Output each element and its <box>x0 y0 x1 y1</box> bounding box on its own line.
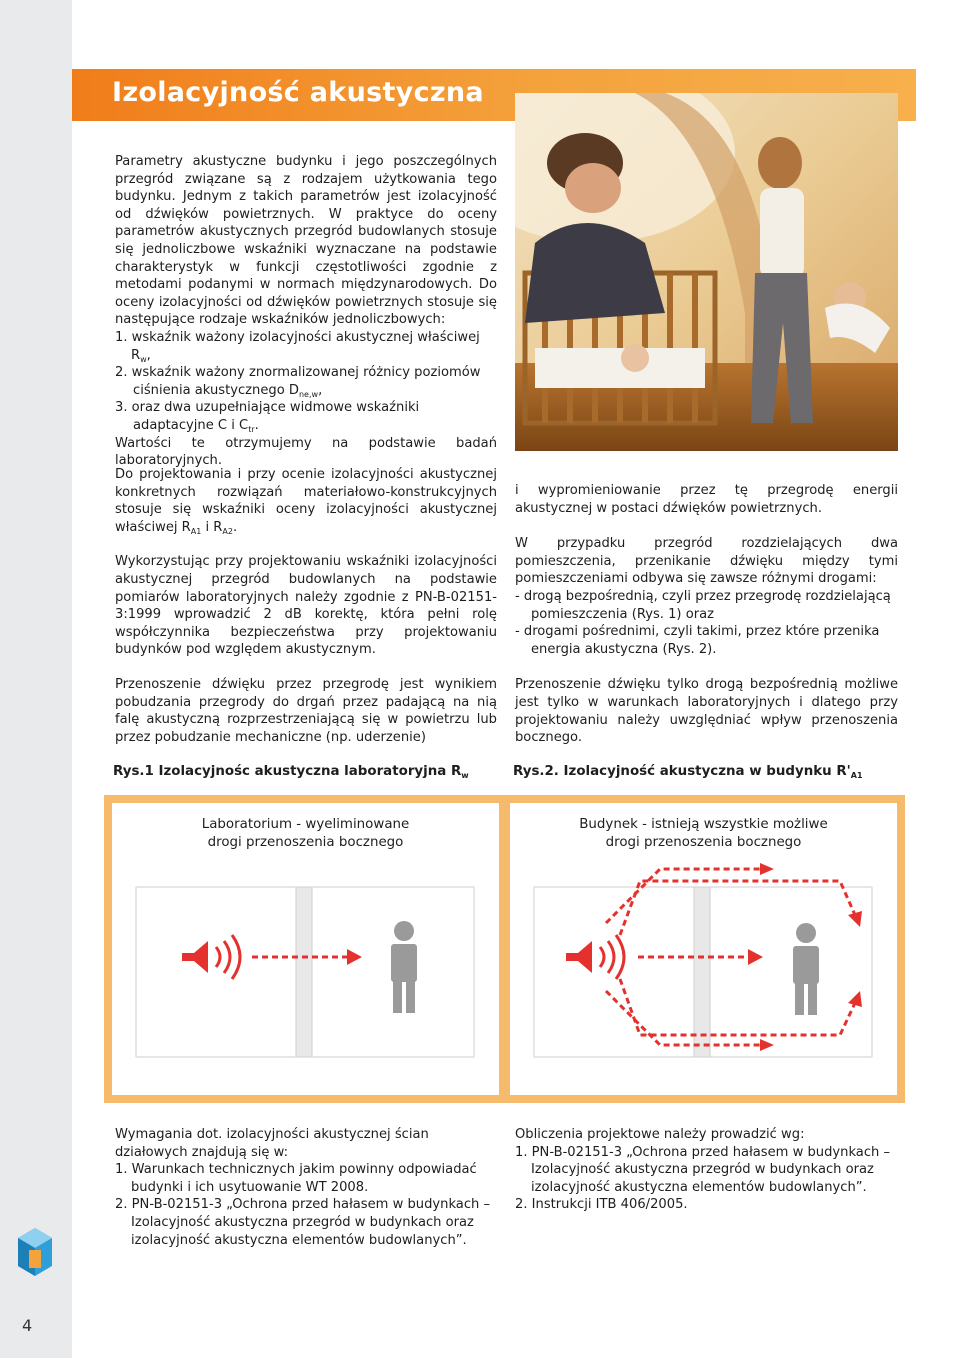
paragraph: Przenoszenie dźwięku przez przegrodę jest wynikiem pobudzania przegrody do drgań przez padającą na nią falę akustyczną rozprzestrzeniającą się w powietrzu lub przez pobudzanie mechaniczne (np. uderzenie) <box>115 676 497 745</box>
figure-2-panel <box>510 803 897 1095</box>
list-item: - drogą bezpośrednią, czyli przez przegrodę rozdzielającą pomieszczenia (Rys. 1) oraz <box>515 588 891 622</box>
intro-text <box>115 153 497 470</box>
figure-1-diagram <box>104 795 507 1103</box>
paragraph: Wymagania dot. izolacyjności akustycznej ścian działowych znajdują się w: <box>115 1127 429 1160</box>
list-item: 1. Warunkach technicznych jakim powinny odpowiadać budynki i ich usytuowanie WT 2008. <box>115 1162 477 1195</box>
speaker-icon <box>566 935 624 979</box>
right-column-text <box>515 482 898 747</box>
figure-1-title: Rys.1 Izolacyjnośc akustyczna laboratoryjna $R_w$ <box>113 764 469 780</box>
figure-2-diagram <box>502 795 905 1103</box>
list-item: 2. wskaźnik ważony znormalizowanej różnicy poziomów ciśnienia akustycznego $D_{ne,w}$, <box>115 365 481 399</box>
page-sidebar <box>0 0 72 1358</box>
intro-paragraph: Parametry akustyczne budynku i jego poszczególnych przegród związane są z rodzajem użytkowania tego budynku. Jednym z takich parametrów jest izolacyjność od dźwięków powietrznych. W praktyce do oceny parametrów akustycznych przegród budowlanych stosuje się jednoliczbowe wskaźniki wyznaczane na podstawie charakterystyk w funkcji częstotliwości zgodnie z metodami podanymi w normach międzynarodowych. Do oceny izolacyjności od dźwięków powietrznych stosuje się następujące rodzaje wskaźników jednoliczbowych: <box>115 154 497 328</box>
intro-paragraph-2: Wartości te otrzymujemy na podstawie badań laboratoryjnych. <box>115 435 497 469</box>
figure-2-label: Budynek - istnieją wszystkie możliwe drogi przenoszenia bocznego <box>579 817 828 850</box>
list-item: 1. PN-B-02151-3 „Ochrona przed hałasem w budynkach – Izolacyjność akustyczna przegród w budynkach oraz izolacyjność akustyczna elementów budowlanych”. <box>515 1144 891 1195</box>
list-item: 1. wskaźnik ważony izolacyjności akustycznej właściwej $R_w$, <box>115 329 480 364</box>
figure-2-title: Rys.2. Izolacyjność akustyczna w budynku $R'_{A1}$ <box>513 764 863 780</box>
paragraph: Przenoszenie dźwięku tylko drogą bezpośrednią możliwe jest tylko w warunkach laboratoryjnych i dlatego przy projektowaniu należy uwzględniać wpływ przenoszenia bocznego. <box>515 677 898 746</box>
family-photo <box>515 93 898 451</box>
person-icon <box>793 923 819 1015</box>
page-title: Izolacyjność akustyczna <box>112 77 484 108</box>
paragraph: i wypromieniowanie przez tę przegrodę energii akustycznej w postaci dźwięków powietrznych. <box>515 483 898 516</box>
list-item: - drogami pośrednimi, czyli takimi, przez które przenika energia akustyczna (Rys. 2). <box>515 624 880 657</box>
paragraph: Obliczenia projektowe należy prowadzić wg: <box>515 1127 805 1142</box>
list-item: 2. Instrukcji ITB 406/2005. <box>515 1197 688 1213</box>
list-item: 2. PN-B-02151-3 „Ochrona przed hałasem w budynkach – Izolacyjność akustyczna przegród w budynkach oraz izolacyjność akustyczna elementów budowlanych”. <box>115 1197 491 1248</box>
page-number: 4 <box>22 1316 33 1335</box>
calculations-text <box>515 1126 898 1214</box>
figure-2-drawing <box>510 803 897 1095</box>
paragraph: Do projektowania i przy ocenie izolacyjności akustycznej konkretnych rozwiązań materiałowo-konstrukcyjnych stosuje się wskaźniki oceny izolacyjności akustycznej właściwej $R_{A1}$ i $R_{A2}$. <box>115 467 497 536</box>
family-photo-illustration <box>515 93 898 451</box>
figure-1-drawing <box>112 803 499 1095</box>
speaker-icon <box>182 935 240 979</box>
requirements-text <box>115 1126 497 1249</box>
brand-logo-icon <box>16 1226 54 1278</box>
figure-1-label: Laboratorium - wyeliminowane drogi przenoszenia bocznego <box>201 817 410 850</box>
list-item: 3. oraz dwa uzupełniające widmowe wskaźniki adaptacyjne C i $C_{tr}$. <box>115 400 420 434</box>
figure-1-panel <box>112 803 499 1095</box>
paragraph: W przypadku przegród rozdzielających dwa pomieszczenia, przenikanie dźwięku między tymi pomieszczeniami odbywa się zawsze różnymi drogami: <box>515 536 898 587</box>
person-icon <box>391 921 417 1013</box>
left-column-text <box>115 466 497 746</box>
paragraph: Wykorzystując przy projektowaniu wskaźniki izolacyjności akustycznej przegród budowlanych na podstawie pomiarów laboratoryjnych należy zgodnie z PN-B-02151-3:1999 wprowadzić 2 dB korektę, która pełni rolę współczynnika bezpieczeństwa przy projektowaniu budynków pod względem akustycznym. <box>115 554 497 658</box>
